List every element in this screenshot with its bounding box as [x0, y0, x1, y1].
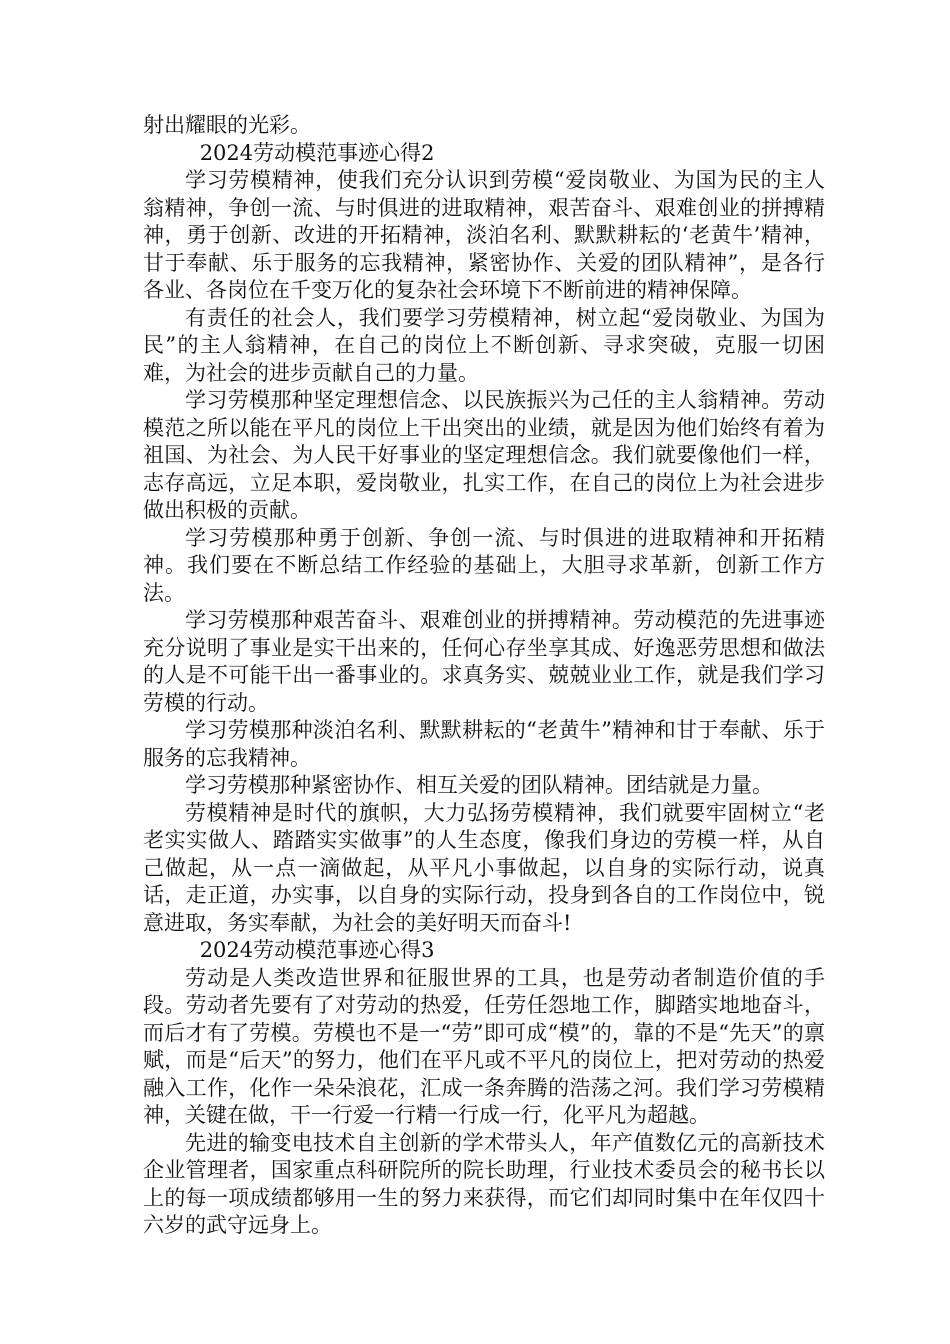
document-page [143, 112, 825, 1240]
section-heading-2: 2024劳动模范事迹心得2 [199, 140, 435, 165]
paragraph: 劳动是人类改造世界和征服世界的工具，也是劳动者制造价值的手段。劳动者先要有了对劳动的热爱，任劳任怨地工作，脚踏实地地奋斗，而后才有了劳模。劳模也不是一“劳”即可成“模”的，靠的不是“先天”的禀赋，而是“后天”的努力，他们在平凡或不平凡的岗位上，把对劳动的热爱融入工作，化作一朵朵浪花，汇成一条奔腾的浩荡之河。我们学习劳模精神，关键在做，干一行爱一行精一行成一行，化平凡为超越。 [143, 965, 825, 1127]
paragraph: 学习劳模那种紧密协作、相互关爱的团队精神。团结就是力量。 [185, 773, 773, 797]
paragraph: 学习劳模精神，使我们充分认识到劳模“爱岗敬业、为国为民的主人翁精神，争创一流、与时俱进的进取精神，艰苦奋斗、艰难创业的拼搏精神，勇于创新、改进的开拓精神，淡泊名利、默默耕耘的‘老黄牛’精神，甘于奉献、乐于服务的忘我精神，紧密协作、关爱的团队精神”，是各行各业、各岗位在千变万化的复杂社会环境下不断前进的精神保障。 [143, 168, 825, 302]
paragraph: 有责任的社会人，我们要学习劳模精神，树立起“爱岗敬业、为国为民”的主人翁精神，在自己的岗位上不断创新、寻求突破，克服一切困难，为社会的进步贡献自己的力量。 [143, 305, 825, 385]
paragraph: 先进的输变电技术自主创新的学术带头人，年产值数亿元的高新技术企业管理者，国家重点科研院所的院长助理，行业技术委员会的秘书长以上的每一项成绩都够用一生的努力来获得，而它们却同时集中在年仅四十六岁的武守远身上。 [143, 1130, 825, 1237]
paragraph: 学习劳模那种勇于创新、争创一流、与时俱进的进取精神和开拓精神。我们要在不断总结工作经验的基础上，大胆寻求革新，创新工作方法。 [143, 525, 825, 605]
paragraph-continuation: 射出耀眼的光彩。 [143, 113, 311, 137]
section-heading-3: 2024劳动模范事迹心得3 [199, 938, 435, 962]
paragraph: 学习劳模那种坚定理想信念、以民族振兴为己任的主人翁精神。劳动模范之所以能在平凡的岗位上干出突出的业绩，就是因为他们始终有着为祖国、为社会、为人民干好事业的坚定理想信念。我们就要像他们一样，志存高远，立足本职，爱岗敬业，扎实工作，在自己的岗位上为社会进步做出积极的贡献。 [143, 388, 825, 522]
paragraph: 学习劳模那种艰苦奋斗、艰难创业的拼搏精神。劳动模范的先进事迹充分说明了事业是实干出来的，任何心存坐享其成、好逸恶劳思想和做法的人是不可能干出一番事业的。求真务实、兢兢业业工作，就是我们学习劳模的行动。 [143, 608, 825, 715]
paragraph: 学习劳模那种淡泊名利、默默耕耘的“老黄牛”精神和甘于奉献、乐于服务的忘我精神。 [143, 718, 825, 770]
paragraph: 劳模精神是时代的旗帜，大力弘扬劳模精神，我们就要牢固树立“老老实实做人、踏踏实实做事”的人生态度，像我们身边的劳模一样，从自己做起，从一点一滴做起，从平凡小事做起，以自身的实际行动，说真话，走正道，办实事，以自身的实际行动，投身到各自的工作岗位中，锐意进取，务实奉献，为社会的美好明天而奋斗! [143, 800, 825, 935]
